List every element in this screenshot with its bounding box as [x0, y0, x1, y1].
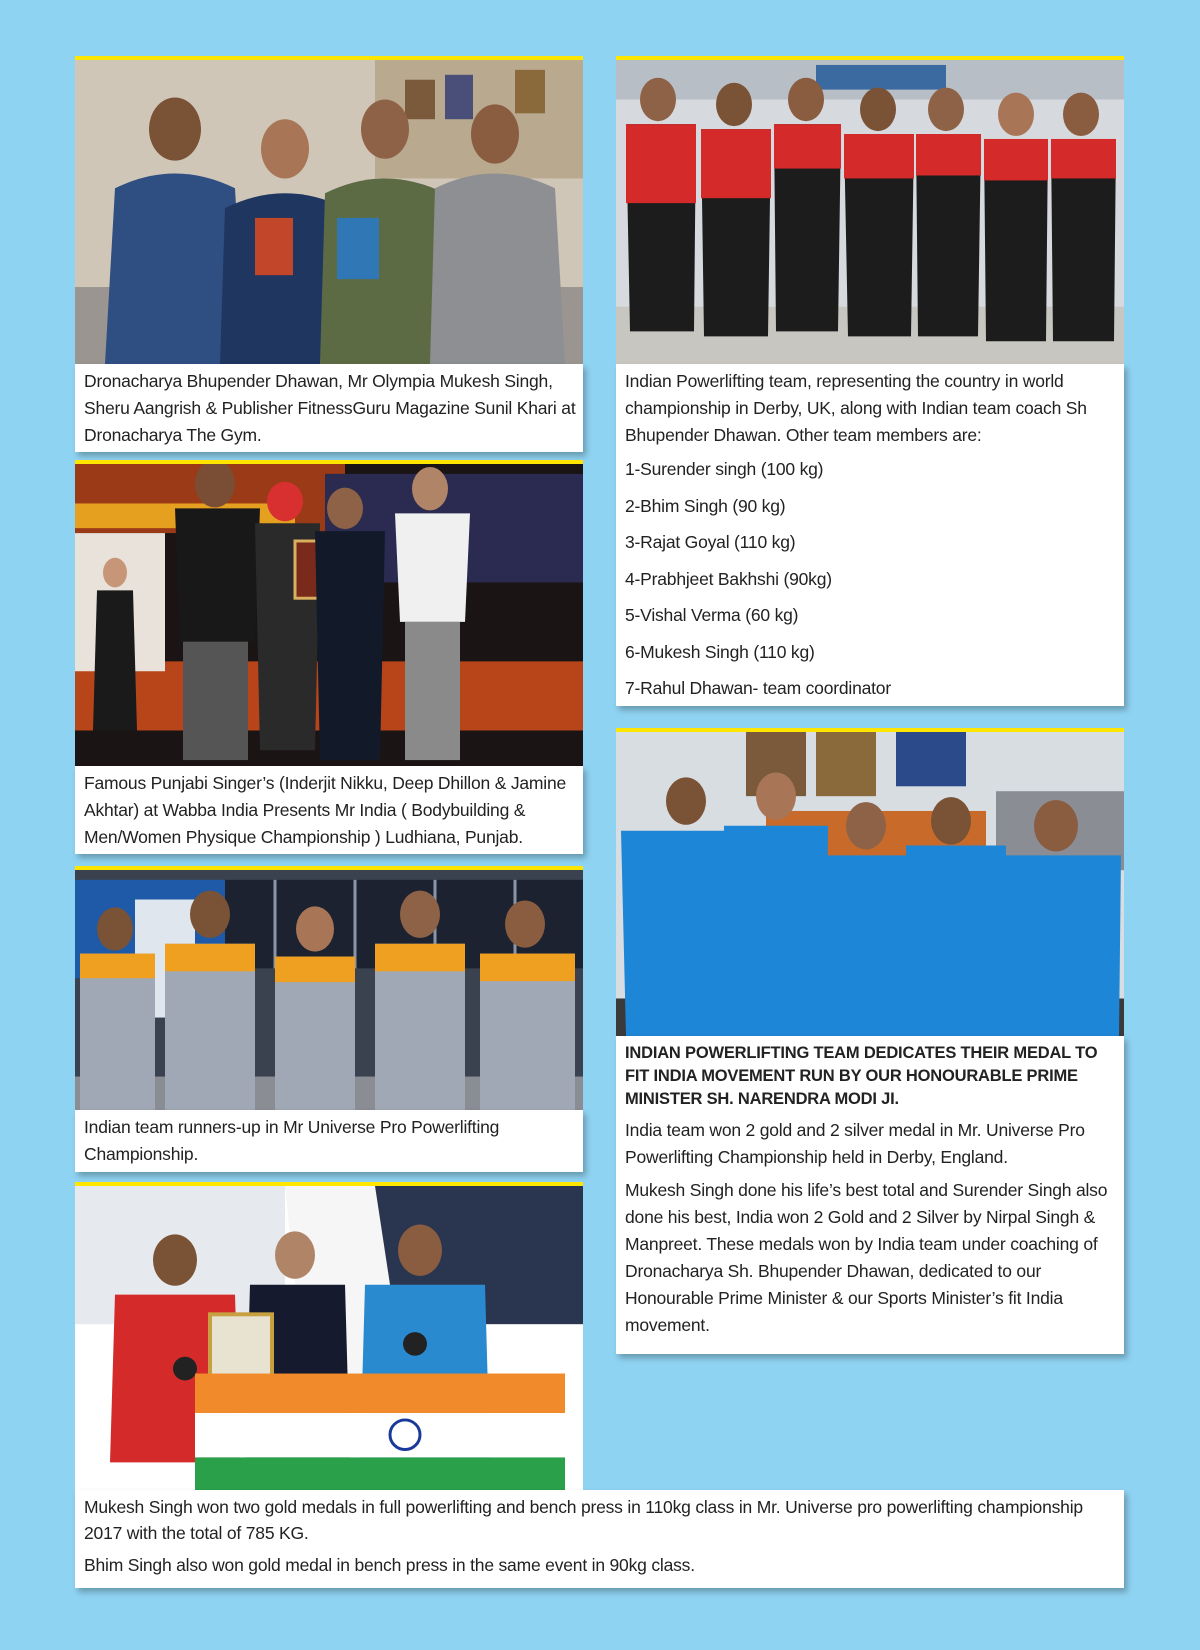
photo-gym-magazine-image: [75, 60, 583, 364]
caption-medal-para2: Mukesh Singh done his life’s best total and Surender Singh also done his best, India won 2 Gold and 2 Silver by Nirpal Singh & Manpreet. These medals won by India team under coaching of Dronacharya Sh. Bhupender Dhawan, dedicated to our Honourable Prime Minister & our Sports Minister’s fit India movement.: [625, 1180, 1108, 1335]
caption-wabba: Famous Punjabi Singer’s (Inderjit Nikku, Deep Dhillon & Jamine Akhtar) at Wabba India Presents Mr India ( Bodybuilding & Men/Women Physique Championship ) Ludhiana, Punjab.: [84, 773, 567, 847]
photo-team-airport-yellow: [75, 866, 583, 1110]
list-item: 5-Vishal Verma (60 kg): [625, 605, 799, 625]
caption-card-team-members: [616, 364, 1124, 706]
caption-runners-up: Indian team runners-up in Mr Universe Pro Powerlifting Championship.: [84, 1117, 500, 1164]
list-item: 6-Mukesh Singh (110 kg): [625, 641, 815, 662]
caption-card-gym: [75, 364, 583, 452]
caption-bottom-para1: Mukesh Singh won two gold medals in full powerlifting and bench press in 110kg class in Mr. Universe pro powerlifting championship 2017 with the total of 785 KG.: [84, 1497, 1083, 1543]
list-item: 7-Rahul Dhawan- team coordinator: [625, 678, 891, 698]
caption-card-medal-dedication: [616, 1036, 1124, 1354]
photo-team-airport-red-image: [616, 60, 1124, 364]
list-item: 1-Surender singh (100 kg): [625, 459, 824, 479]
photo-team-blue-jackets: [616, 728, 1124, 1036]
photo-wabba-award: [75, 460, 583, 766]
medal-headline: INDIAN POWERLIFTING TEAM DEDICATES THEIR MEDAL TO FIT INDIA MOVEMENT RUN BY OUR HONOURABLE PRIME MINISTER SH. NARENDRA MODI JI.: [625, 1044, 1098, 1108]
photo-team-airport-red: [616, 56, 1124, 364]
photo-wabba-award-image: [75, 464, 583, 766]
caption-gym: Dronacharya Bhupender Dhawan, Mr Olympia Mukesh Singh, Sheru Aangrish & Publisher FitnessGuru Magazine Sunil Khari at Dronacharya The Gym.: [84, 371, 576, 445]
caption-team-intro: Indian Powerlifting team, representing the country in world championship in Derby, UK, along with Indian team coach Sh Bhupender Dhawan. Other team members are:: [625, 371, 1087, 445]
list-item: 2-Bhim Singh (90 kg): [625, 495, 786, 516]
photo-medals-flag: [75, 1182, 583, 1490]
caption-bottom-para2: Bhim Singh also won gold medal in bench press in the same event in 90kg class.: [84, 1555, 695, 1575]
medal-caption-block: [625, 1042, 1117, 1345]
team-caption-block: [625, 368, 1117, 707]
caption-medal-para1: India team won 2 gold and 2 silver medal in Mr. Universe Pro Powerlifting Championship held in Derby, England.: [625, 1120, 1085, 1167]
bottom-caption-block: [84, 1494, 1104, 1584]
photo-medals-flag-image: [75, 1186, 583, 1490]
caption-card-runners-up: [75, 1110, 583, 1172]
photo-team-airport-yellow-image: [75, 870, 583, 1110]
caption-card-bottom: [75, 1490, 1124, 1588]
photo-team-blue-jackets-image: [616, 732, 1124, 1036]
team-member-list: [625, 451, 1117, 707]
caption-card-wabba: [75, 766, 583, 854]
list-item: 3-Rajat Goyal (110 kg): [625, 532, 796, 552]
list-item: 4-Prabhjeet Bakhshi (90kg): [625, 568, 832, 589]
photo-gym-magazine: [75, 56, 583, 364]
